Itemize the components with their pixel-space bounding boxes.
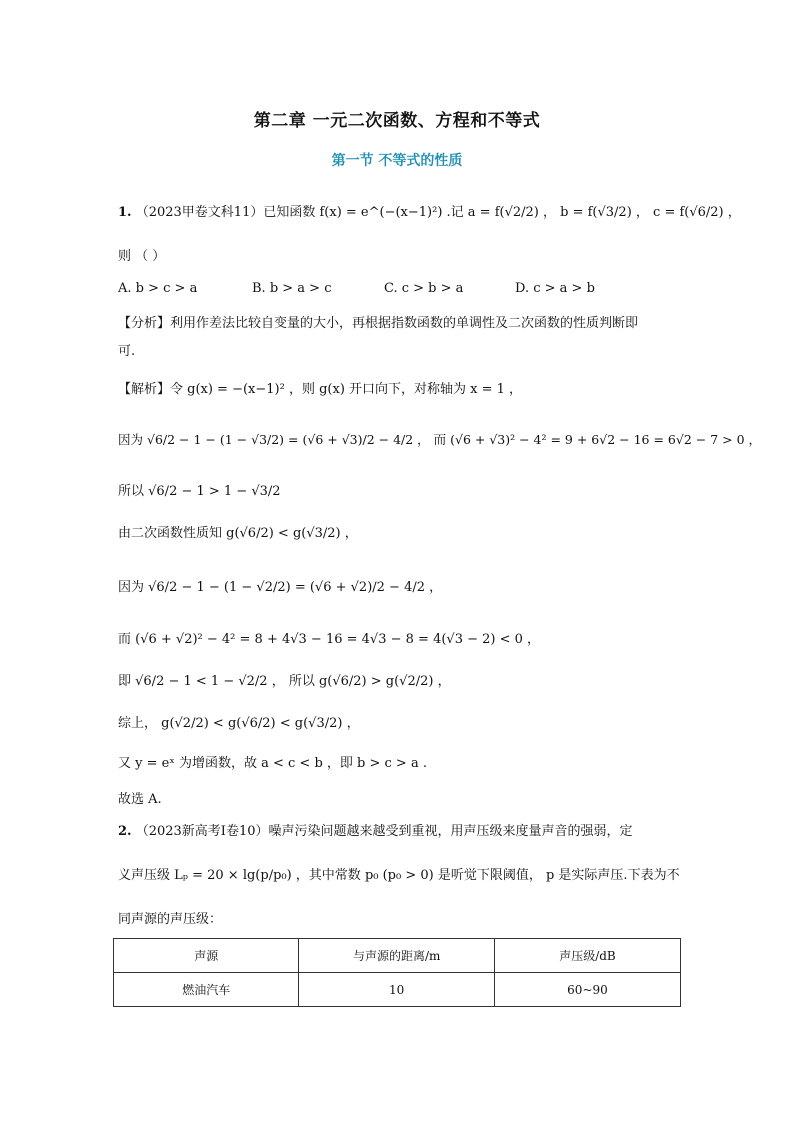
question-1-stem-end: 则 （ ） <box>118 249 166 264</box>
option-c: C. c > b > a <box>384 281 464 296</box>
table-header-cell: 与声源的距离/m <box>299 939 495 973</box>
solution-line: 又 y = eˣ 为增函数，故 a < c < b ，即 b > c > a . <box>118 756 427 771</box>
analysis-line-2: 可. <box>118 344 136 359</box>
table-header-cell: 声源 <box>114 939 299 973</box>
table-cell: 燃油汽车 <box>114 973 299 1007</box>
question-text: （2023新高考Ⅰ卷10）噪声污染问题越来越受到重视，用声压级来度量声音的强弱，定 <box>135 824 633 839</box>
sound-source-table <box>113 938 681 1007</box>
question-text: （2023甲卷文科11）已知函数 f(x) = e^(−(x−1)²) .记 a = f(√2/2) ， b = f(√3/2) ， c = f(√6/2) ， <box>135 205 741 220</box>
question-2-line-1 <box>118 822 632 842</box>
question-number: 1. <box>118 205 132 220</box>
table-header-row <box>114 939 681 973</box>
solution-line: 因为 √6/2 − 1 − (1 − √3/2) = (√6 + √3)/2 − 4/2 ， 而 (√6 + √3)² − 4² = 9 + 6√2 − 16 = 6√2 − 7 > 0 ， <box>118 432 762 447</box>
solution-line: 而 (√6 + √2)² − 4² = 8 + 4√3 − 16 = 4√3 − 8 = 4(√3 − 2) < 0 ， <box>118 632 541 647</box>
question-number: 2. <box>118 824 132 839</box>
section-title: 第一节 不等式的性质 <box>331 153 463 169</box>
question-1-stem <box>118 203 741 223</box>
option-d: D. c > a > b <box>515 281 595 296</box>
table-cell: 60~90 <box>494 973 680 1007</box>
solution-line: 【解析】令 g(x) = −(x−1)² ，则 g(x) 开口向下，对称轴为 x = 1 ， <box>118 382 523 397</box>
table-cell: 10 <box>299 973 495 1007</box>
question-2-line-3: 同声源的声压级： <box>118 912 223 927</box>
solution-line: 由二次函数性质知 g(√6/2) < g(√3/2) ， <box>118 526 358 541</box>
question-2-line-2: 义声压级 Lₚ = 20 × lg(p/p₀) ，其中常数 p₀ (p₀ > 0) 是听觉下限阈值， p 是实际声压.下表为不 <box>118 868 680 883</box>
analysis-line-1: 【分析】利用作差法比较自变量的大小，再根据指数函数的单调性及二次函数的性质判断即 <box>118 316 639 331</box>
solution-line: 所以 √6/2 − 1 > 1 − √3/2 <box>118 484 281 499</box>
option-b: B. b > a > c <box>252 281 332 296</box>
solution-line: 因为 √6/2 − 1 − (1 − √2/2) = (√6 + √2)/2 − 4/2 ， <box>118 580 443 595</box>
chapter-title: 第二章 一元二次函数、方程和不等式 <box>253 111 541 131</box>
solution-line: 即 √6/2 − 1 < 1 − √2/2 ， 所以 g(√6/2) > g(√2/2) ， <box>118 674 451 689</box>
table-row <box>114 973 681 1007</box>
option-a: A. b > c > a <box>118 281 198 296</box>
table-header-cell: 声压级/dB <box>494 939 680 973</box>
solution-line: 综上， g(√2/2) < g(√6/2) < g(√3/2) ， <box>118 716 360 731</box>
solution-line: 故选 A. <box>118 792 162 807</box>
